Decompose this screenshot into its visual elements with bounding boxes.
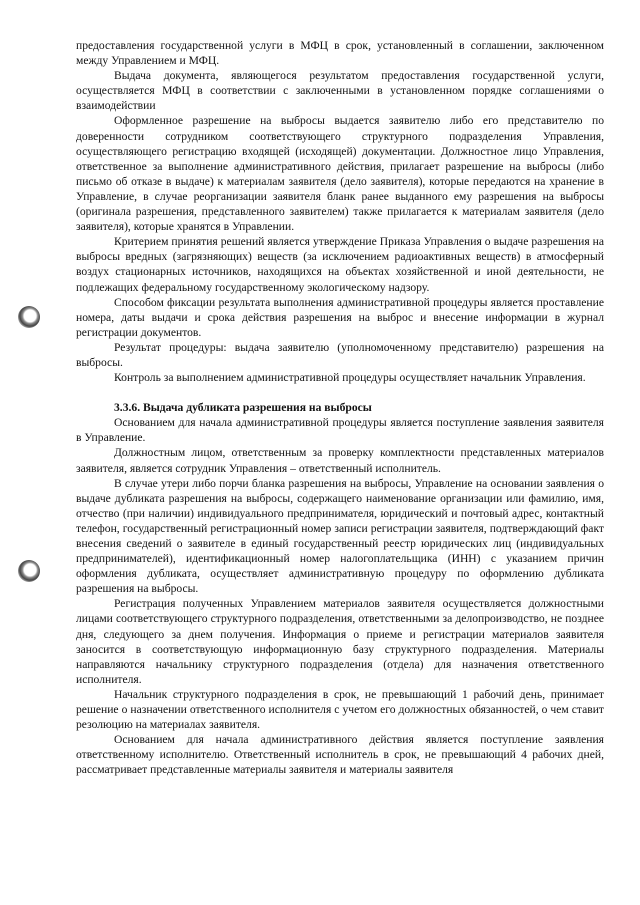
punch-hole-top [18,306,40,328]
paragraph: Выдача документа, являющегося результатом предоставления государственной услуги, осуществляется МФЦ в соответствии с заключенными в установленном порядке соглашениями о взаимодействии [76,69,604,113]
paragraph: Основанием для начала административного действия является поступление заявления ответственному исполнителю. Ответственный исполнитель в срок, не превышающий 4 рабочих дней, рассматривает представленные материалы заявителя и материалы заявителя [76,733,604,777]
paragraph: В случае утери либо порчи бланка разрешения на выбросы, Управление на основании заявления о выдаче дубликата разрешения на выбросы, содержащего наименование организации или фамилию, имя, отчество (при наличии) индивидуального предпринимателя, юридический и почтовый адрес, контактный телефон, государственный регистрационный номер записи регистрации заявителя, подтверждающий факт внесения сведений о заявителе в единый государственный реестр юридических лиц (индивидуальных предпринимателей), идентификационный номер налогоплательщика (ИНН) с указанием причин оформления дубликата, осуществляет административную процедуру по оформлению дубликата разрешения на выбросы. [76,476,604,596]
paragraph: Должностным лицом, ответственным за проверку комплектности представленных материалов заявителя, является сотрудник Управления – ответственный исполнитель. [76,446,604,475]
paragraph: Контроль за выполнением административной процедуры осуществляет начальник Управления. [114,371,586,385]
paragraph: Способом фиксации результата выполнения административной процедуры является проставление номера, даты выдачи и срока действия разрешения на выброс и внесение информации в журнал регистрации документов. [76,295,604,339]
paragraph: Результат процедуры: выдача заявителю (уполномоченному представителю) разрешения на выбросы. [76,340,604,369]
paragraph: Критерием принятия решений является утверждение Приказа Управления о выдаче разрешения на выбросы вредных (загрязняющих) веществ (за исключением радиоактивных веществ) в атмосферный воздух стационарных источников, находящихся на объектах хозяйственной и иной деятельности, не подлежащих федеральному государственному экологическому надзору. [76,235,604,294]
paragraph: предоставления государственной услуги в МФЦ в срок, установленный в соглашении, заключенном между Управлением и МФЦ. [76,39,604,68]
section-heading: 3.3.6. Выдача дубликата разрешения на выбросы [114,401,372,415]
paragraph: Основанием для начала административной процедуры является поступление заявления заявителя в Управление. [76,416,604,445]
paragraph: Оформленное разрешение на выбросы выдается заявителю либо его представителю по доверенности сотрудником соответствующего структурного подразделения Управления, осуществляющего регистрацию входящей (исходящей) документации. Должностное лицо Управления, ответственное за выполнение административного действия, прилагает разрешение на выбросы (либо письмо об отказе в выдаче) к материалам заявителя (дело заявителя), которые передаются на хранение в Управление, в случае реорганизации заявителя бланк ранее выданного ему разрешения на выбросы (оригинала разрешения, представленного заявителем) также прилагается к материалам заявителя (дело заявителя), которые хранятся в Управлении. [76,114,604,234]
paragraph: Регистрация полученных Управлением материалов заявителя осуществляется должностными лицами соответствующего структурного подразделения, ответственными за делопроизводство, не позднее дня, следующего за днем получения. Информация о приеме и регистрации материалов заявителя заносится в соответствующую информационную базу структурного подразделения. Материалы направляются начальнику структурного подразделения (отдела) для назначения ответственного исполнителя. [76,597,604,686]
paragraph: Начальник структурного подразделения в срок, не превышающий 1 рабочий день, принимает решение о назначении ответственного исполнителя с учетом его должностных обязанностей, о чем ставит резолюцию на материалах заявителя. [76,687,604,732]
document-page [76,38,604,778]
punch-hole-bottom [18,560,40,582]
